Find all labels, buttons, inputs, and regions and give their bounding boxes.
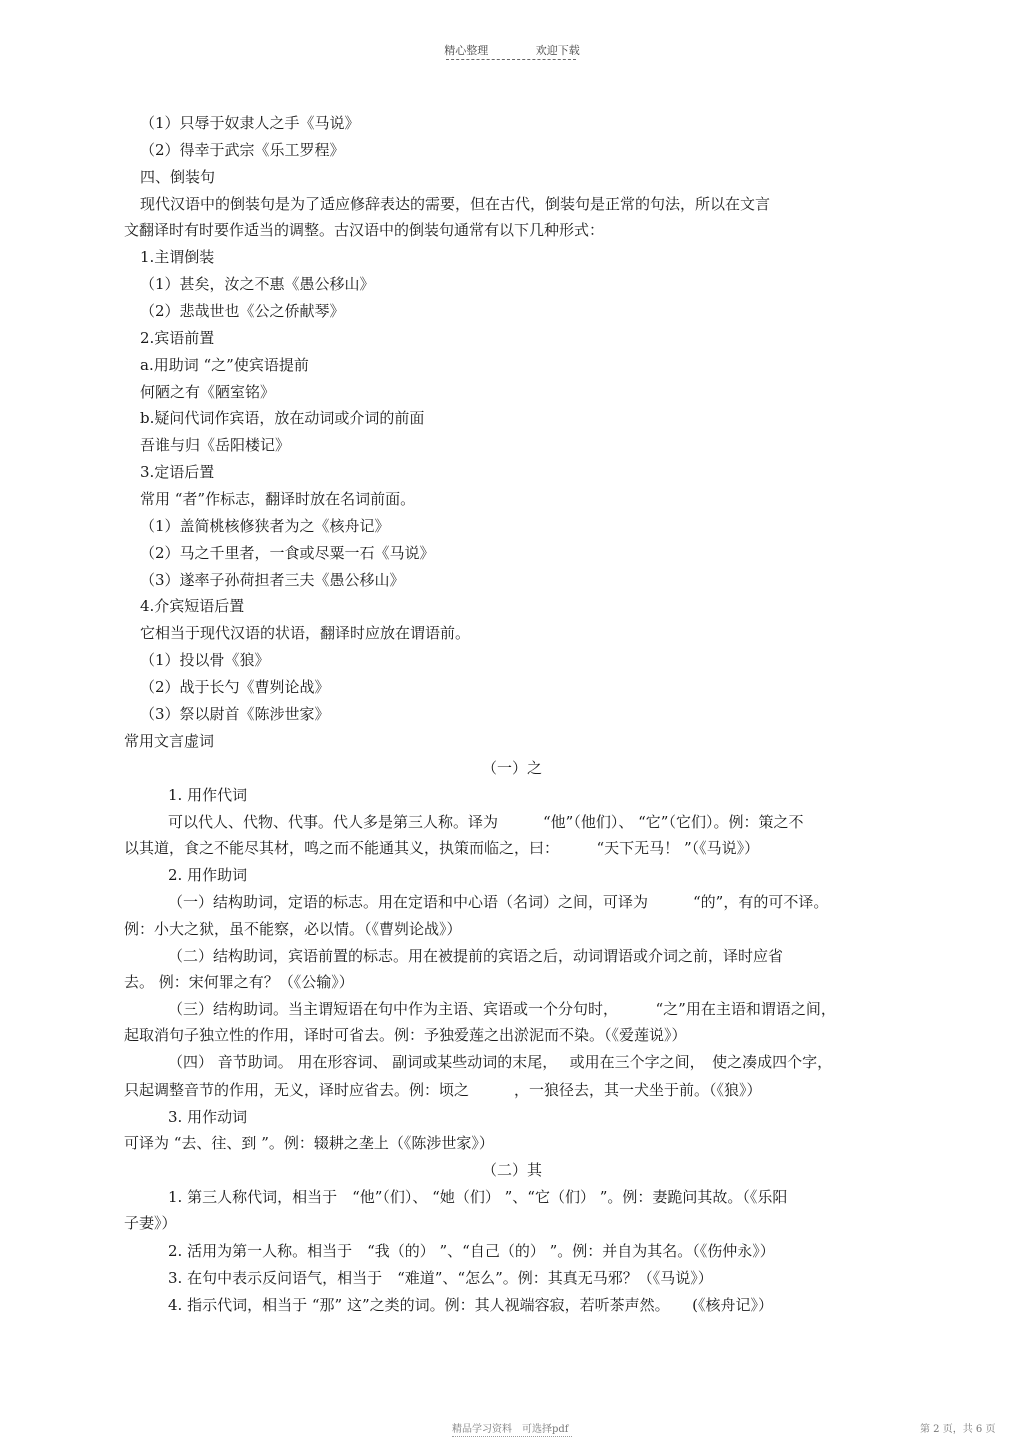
text-line: 吾谁与归《岳阳楼记》 [140,436,291,454]
text-line: 四、倒装句 [140,168,216,186]
section-heading: （二）其 [481,1161,542,1179]
text-line: 起取消句子独立性的作用，译时可省去。例：予独爱莲之出淤泥而不染。（《爱莲说》） [124,1026,687,1044]
text-line: 3. 用作动词 [168,1108,248,1126]
text-line: 4. 指示代词，相当于 “那” 这”之类的词。例：其人视端容寂，若听茶声然。 (《核舟记》） [168,1296,773,1314]
text-line: b.疑问代词作宾语，放在动词或介词的前面 [140,409,425,427]
header-left: 精心整理 [444,44,489,57]
text-line: 1. 第三人称代词，相当于 “他”（们）、 “她（们） ”、“它（们） ”。例：妻跪问其故。（《乐阳 [168,1188,788,1206]
text-line: 1. 用作代词 [168,786,248,804]
text-line: （2）马之千里者，一食或尽粟一石《马说》 [140,544,435,562]
text-line: 它相当于现代汉语的状语，翻译时应放在谓语前。 [140,624,471,642]
header-rule [446,59,576,60]
text-line: a.用助词 “之”使宾语提前 [140,356,309,374]
text-line: （三）结构助词。当主谓短语在句中作为主语、宾语或一个分句时， “之”用在主语和谓语之间， [168,1000,836,1018]
text-line: 3. 在句中表示反问语气，相当于 “难道”、“怎么”。例：其真无马邪？（《马说》） [168,1269,713,1287]
text-line: 以其道，食之不能尽其材，鸣之而不能通其义，执策而临之，曰： “天下无马！ ”（《马说》） [124,839,760,857]
text-line: （1）盖简桃核修狭者为之《核舟记》 [140,517,390,535]
text-line: 常用文言虚词 [124,732,215,750]
text-line: 可以代人、代物、代事。代人多是第三人称。译为 “他”（他们）、 “它”（它们）。例：策之不 [168,813,804,831]
text-line: （1）投以骨《狼》 [140,651,270,669]
text-line: 2.宾语前置 [140,329,215,347]
footer-left: 精品学习资料 可选择pdf [452,1424,569,1435]
text-line: （一）结构助词，定语的标志。用在定语和中心语（名词）之间，可译为 “的”，有的可不译。 [168,893,829,911]
footer-page-number: 第 2 页，共 6 页 [920,1424,996,1435]
page-header [0,42,1024,58]
text-line: 1.主谓倒装 [140,248,215,266]
text-line: （2）悲哉世也《公之侨献琴》 [140,302,345,320]
text-line: 子妻》） [124,1214,177,1232]
text-line: 何陋之有《陋室铭》 [140,383,276,401]
footer-rule [452,1436,572,1437]
text-line: 只起调整音节的作用，无义，译时应省去。例：顷之 ，一狼径去，其一犬坐于前。（《狼》） [124,1081,762,1099]
text-line: 现代汉语中的倒装句是为了适应修辞表达的需要，但在古代，倒装句是正常的句法，所以在文言 [140,195,771,213]
text-line: 例：小大之狱，虽不能察，必以情。（《曹刿论战》） [124,920,462,938]
text-line: （二）结构助词，宾语前置的标志。用在被提前的宾语之后，动词谓语或介词之前，译时应省 [168,947,784,965]
text-line: 常用 “者”作标志，翻译时放在名词前面。 [140,490,416,508]
section-heading: （一）之 [481,759,542,777]
text-line: （2）得幸于武宗《乐工罗程》 [140,141,345,159]
text-line: （四） 音节助词。 用在形容词、 副词或某些动词的末尾， 或用在三个字之间， 使之凑成四个字， [168,1053,833,1071]
header-right: 欢迎下载 [535,44,580,57]
text-line: 2. 活用为第一人称。相当于 “我（的） ”、“自己（的） ”。例：并自为其名。（《伤仲永》） [168,1242,775,1260]
text-line: 可译为 “去、往、到 ”。例：辍耕之垄上（《陈涉世家》） [124,1134,494,1152]
text-line: （3）遂率子孙荷担者三夫《愚公移山》 [140,571,405,589]
text-line: （2）战于长勺《曹刿论战》 [140,678,330,696]
text-line: 4.介宾短语后置 [140,597,245,615]
text-line: （3）祭以尉首《陈涉世家》 [140,705,330,723]
text-line: 2. 用作助词 [168,866,248,884]
text-line: 去。 例：宋何罪之有？（《公输》） [124,973,354,991]
text-line: （1）只辱于奴隶人之手《马说》 [140,114,360,132]
text-line: 3.定语后置 [140,463,215,481]
text-line: 文翻译时有时要作适当的调整。古汉语中的倒装句通常有以下几种形式： [124,221,605,239]
text-line: （1）甚矣，汝之不惠《愚公移山》 [140,275,375,293]
